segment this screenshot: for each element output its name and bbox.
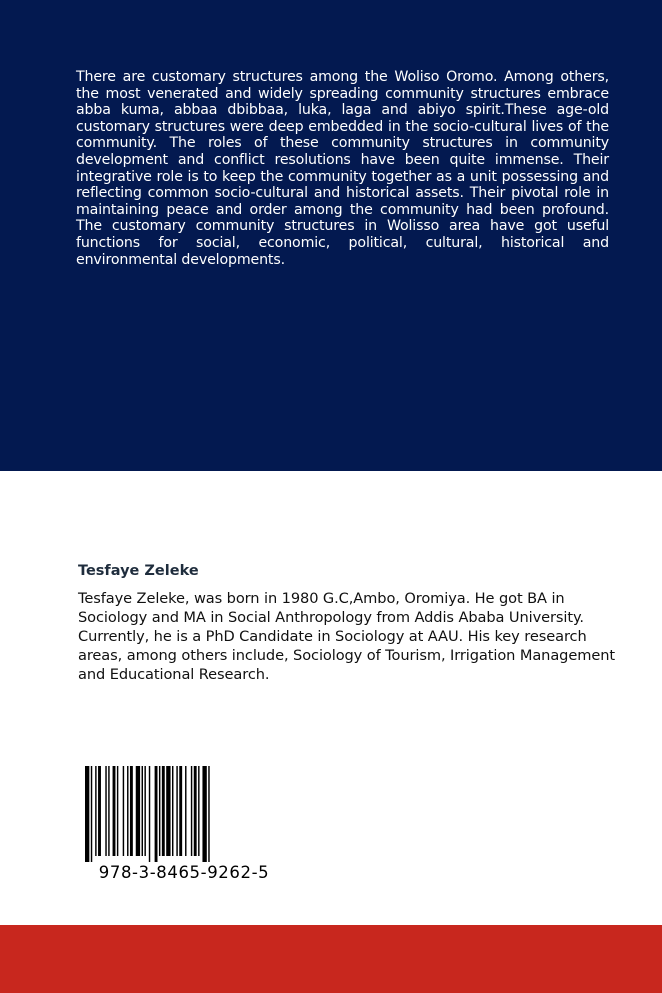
barcode-bar (85, 766, 89, 862)
barcode-bar (208, 766, 209, 862)
barcode-bar (130, 766, 133, 856)
barcode-bar (149, 766, 150, 862)
barcode-block (78, 758, 290, 898)
barcode-bar (95, 766, 96, 856)
barcode-bar (185, 766, 186, 856)
barcode-bar (98, 766, 101, 856)
barcode-bar (159, 766, 160, 856)
barcode-bar (117, 766, 118, 856)
barcode-image (85, 766, 283, 862)
barcode-bar (202, 766, 206, 862)
barcode-bar (172, 766, 173, 856)
isbn-number: 978-3-8465-9262-5 (98, 863, 270, 882)
barcode-bar (166, 766, 170, 856)
barcode-bar (176, 766, 177, 856)
barcode-bar (105, 766, 106, 856)
barcode-bar (123, 766, 124, 856)
barcode-bar (179, 766, 182, 856)
barcode-bar (108, 766, 109, 856)
barcode-bar (162, 766, 165, 856)
barcode-bar (144, 766, 145, 856)
barcode-bar (191, 766, 192, 856)
barcode-bar (142, 766, 143, 856)
barcode-bar (155, 766, 158, 862)
barcode-bar (194, 766, 197, 856)
cover-bottom-band (0, 925, 662, 993)
barcode-bar (127, 766, 128, 856)
book-blurb: There are customary structures among the Woliso Oromo. Among others, the most venerated and widely spreading community structures embrace abba kuma, abbaa dbibbaa, luka, laga and abiyo spirit.These age-old customary structures were deep embedded in the socio-cultural lives of the community. The roles of these community structures in community development and conflict resolutions have been quite immense. Their integrative role is to keep the community together as a unit possessing and reflecting common socio-cultural and historical assets. Their pivotal role in maintaining peace and order among the community had been profound. The customary community structures in Wolisso area have got useful functions for social, economic, political, cultural, historical and environmental developments. (76, 69, 609, 268)
author-bio: Tesfaye Zeleke, was born in 1980 G.C,Ambo, Oromiya. He got BA in Sociology and MA in Social Anthropology from Addis Ababa University. Currently, he is a PhD Candidate in Sociology at AAU. His key research areas, among others include, Sociology of Tourism, Irrigation Management and Educational Research. (78, 590, 615, 683)
barcode-bar (136, 766, 140, 856)
barcode-bar (113, 766, 116, 856)
cover-top-panel (0, 0, 662, 471)
author-name: Tesfaye Zeleke (78, 563, 199, 579)
barcode-bar (198, 766, 199, 856)
barcode-bar (91, 766, 92, 862)
